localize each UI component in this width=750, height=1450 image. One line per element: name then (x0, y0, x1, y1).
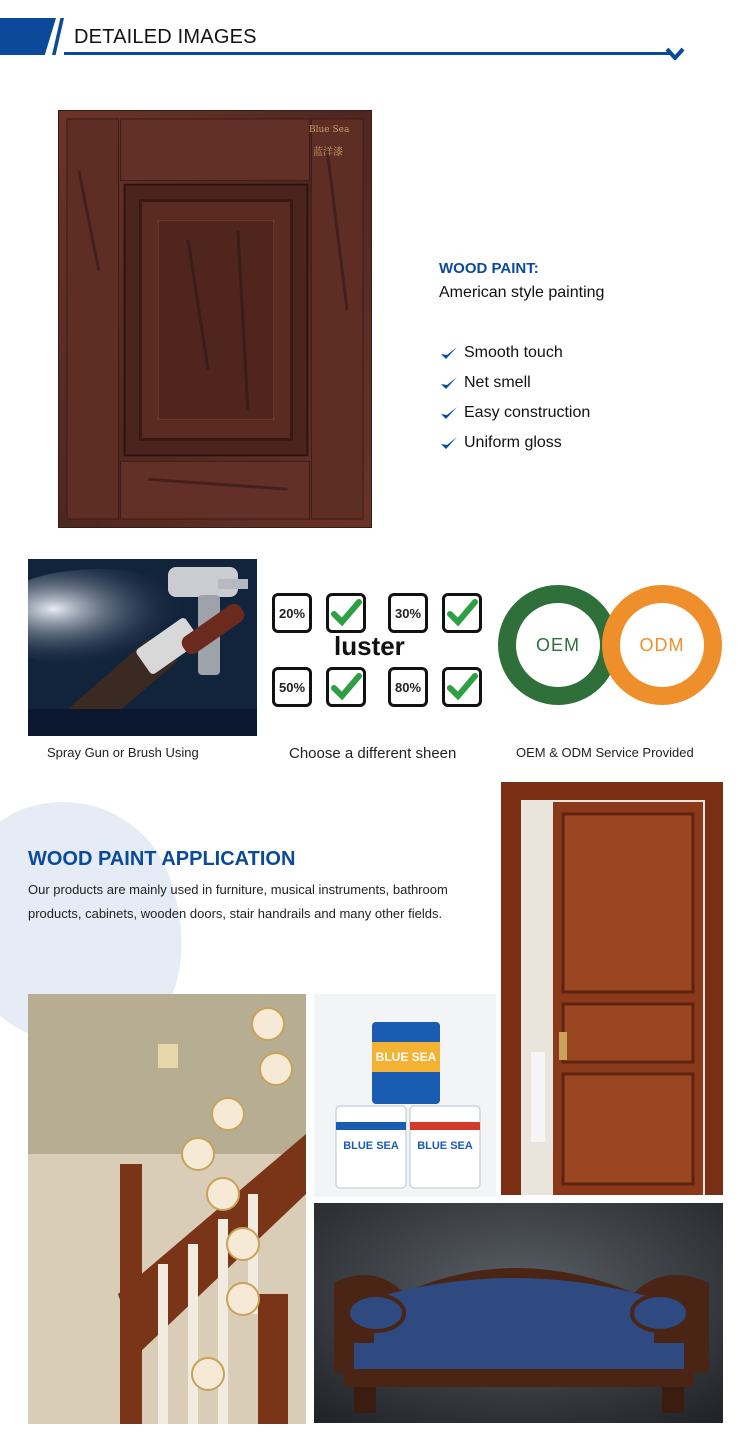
header-accent-block (0, 18, 56, 55)
check-icon (445, 596, 479, 630)
sheen-options-image (262, 559, 491, 736)
luster-label: luster (334, 631, 405, 661)
sheen-check-20 (326, 593, 366, 633)
can-brand-label: BLUE SEA (375, 1050, 437, 1064)
can-brand-label: BLUE SEA (343, 1140, 399, 1152)
sheen-check-80 (442, 667, 482, 707)
feature-list (440, 338, 590, 458)
feature-item (440, 338, 590, 368)
wooden-door-image (501, 782, 723, 1195)
header-underline (64, 52, 672, 55)
wood-paint-title: WOOD PAINT: (439, 260, 539, 277)
feature-label: Smooth touch (464, 344, 563, 361)
feature-item (440, 398, 590, 428)
chevron-down-icon (664, 44, 686, 62)
sheen-check-50 (326, 667, 366, 707)
paint-cans-image (314, 994, 496, 1197)
checkmark-icon (440, 435, 458, 451)
sheen-level-50: 50% (272, 667, 312, 707)
feature-label: Uniform gloss (464, 434, 562, 451)
feature-label: Net smell (464, 374, 531, 391)
checkmark-icon (440, 345, 458, 361)
check-icon (329, 670, 363, 704)
oem-ring: OEM (498, 585, 618, 705)
odm-ring: ODM (602, 585, 722, 705)
brand-logo-cn: 蓝洋漆 (313, 147, 343, 158)
oem-caption: OEM & ODM Service Provided (516, 745, 694, 760)
checkmark-icon (440, 405, 458, 421)
spray-caption: Spray Gun or Brush Using (47, 745, 199, 760)
brand-logo-text: Blue Sea (309, 125, 350, 135)
wood-panel-image (58, 110, 372, 528)
checkmark-icon (440, 375, 458, 391)
check-icon (329, 596, 363, 630)
application-description: Our products are mainly used in furniture, musical instruments, bathroom products, cabinets, wooden doors, stair handrails and many other fields. (28, 882, 448, 921)
sheen-level-20: 20% (272, 593, 312, 633)
wood-paint-subtitle: American style painting (439, 284, 605, 301)
sheen-check-30 (442, 593, 482, 633)
feature-label: Easy construction (464, 404, 591, 421)
feature-item (440, 428, 590, 458)
spray-gun-brush-image (28, 559, 257, 736)
staircase-image (28, 994, 306, 1424)
application-title: WOOD PAINT APPLICATION (28, 848, 296, 870)
oem-odm-image (496, 559, 725, 736)
sheen-level-30: 30% (388, 593, 428, 633)
section-title: DETAILED IMAGES (74, 26, 257, 48)
can-brand-label: BLUE SEA (417, 1140, 473, 1152)
sheen-caption: Choose a different sheen (289, 745, 457, 762)
sofa-image (314, 1203, 723, 1423)
check-icon (445, 670, 479, 704)
sheen-level-80: 80% (388, 667, 428, 707)
feature-item (440, 368, 590, 398)
